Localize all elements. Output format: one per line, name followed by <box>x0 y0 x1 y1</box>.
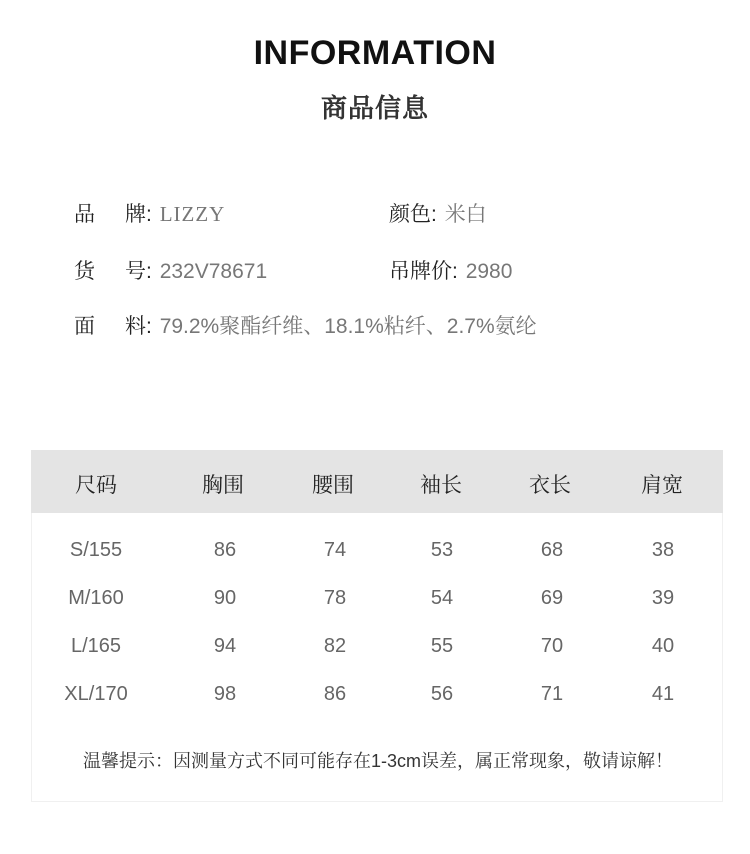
fabric-label: 面料 <box>74 315 146 338</box>
cell-chest: 98 <box>213 683 237 705</box>
cell-waist: 74 <box>323 539 347 561</box>
measurement-note: 温馨提示：因测量方式不同可能存在1-3cm误差，属正常现象，敬请谅解！ <box>82 751 673 771</box>
cell-length: 70 <box>540 635 564 657</box>
header-shoulder: 肩宽 <box>641 474 683 497</box>
cell-chest: 94 <box>213 635 237 657</box>
color-value: 米白 <box>444 203 487 226</box>
header-length: 衣长 <box>529 474 571 497</box>
price-row: 吊牌价: 2980 <box>389 260 513 283</box>
price-value: 2980 <box>465 260 513 283</box>
sku-label: 货号 <box>74 260 146 283</box>
sku-row: 货号: 232V78671 <box>74 255 267 285</box>
size-table-header <box>31 450 723 513</box>
header-size: 尺码 <box>75 474 117 497</box>
cell-shoulder: 39 <box>651 587 675 609</box>
fabric-value: 79.2%聚酯纤维、18.1%粘纤、2.7%氨纶 <box>159 315 537 338</box>
cell-size: M/160 <box>68 587 124 609</box>
sku-value: 232V78671 <box>159 260 268 283</box>
header-sleeve: 袖长 <box>420 474 462 497</box>
cell-length: 69 <box>540 587 564 609</box>
price-label: 吊牌价 <box>389 260 452 283</box>
color-row: 颜色: 米白 <box>389 203 487 226</box>
page-subtitle: 商品信息 <box>320 93 429 123</box>
cell-chest: 86 <box>213 539 237 561</box>
cell-size: XL/170 <box>64 683 128 705</box>
cell-sleeve: 53 <box>430 539 454 561</box>
color-label: 颜色 <box>389 203 431 226</box>
page-title: INFORMATION <box>253 34 497 72</box>
brand-label: 品牌 <box>74 203 146 226</box>
cell-sleeve: 54 <box>430 587 454 609</box>
cell-waist: 86 <box>323 683 347 705</box>
cell-sleeve: 56 <box>430 683 454 705</box>
cell-shoulder: 40 <box>651 635 675 657</box>
cell-waist: 82 <box>323 635 347 657</box>
size-table <box>31 450 723 802</box>
brand-value: LIZZY <box>159 202 226 226</box>
fabric-row: 面料: 79.2%聚酯纤维、18.1%粘纤、2.7%氨纶 <box>74 310 537 340</box>
cell-length: 71 <box>540 683 564 705</box>
cell-sleeve: 55 <box>430 635 454 657</box>
header-waist: 腰围 <box>312 474 354 497</box>
cell-chest: 90 <box>213 587 237 609</box>
cell-shoulder: 38 <box>651 539 675 561</box>
cell-size: S/155 <box>69 539 123 561</box>
cell-waist: 78 <box>323 587 347 609</box>
brand-row: 品牌: LIZZY <box>74 198 225 228</box>
cell-size: L/165 <box>70 635 122 657</box>
cell-shoulder: 41 <box>651 683 675 705</box>
cell-length: 68 <box>540 539 564 561</box>
header-chest: 胸围 <box>202 474 244 497</box>
